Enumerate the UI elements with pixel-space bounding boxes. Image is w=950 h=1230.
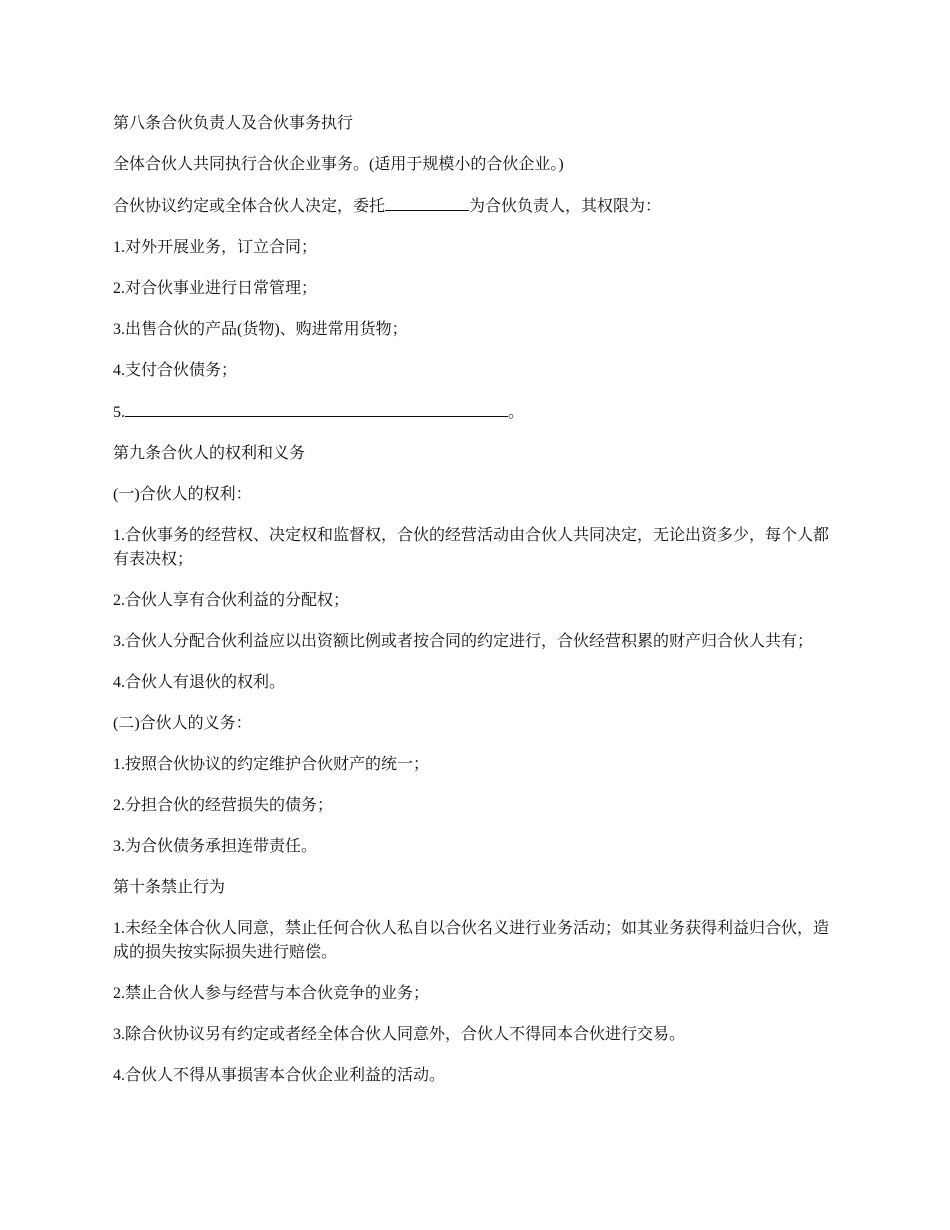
article-9-heading: 第九条合伙人的权利和义务 [113, 445, 306, 462]
authority-item-4: 4.支付合伙债务； [113, 362, 238, 379]
delegation-text-after: 为合伙负责人，其权限为： [469, 198, 662, 215]
rights-item-4: 4.合伙人有退伙的权利。 [113, 674, 286, 691]
document-page [113, 112, 837, 1105]
authority-item-2: 2.对合伙事业进行日常管理； [113, 280, 318, 297]
article-8-heading: 第八条合伙负责人及合伙事务执行 [113, 115, 354, 132]
obligations-subheading: (二)合伙人的义务： [113, 715, 252, 732]
joint-execution-paragraph: 全体合伙人共同执行合伙企业事务。(适用于规模小的合伙企业。) [113, 156, 564, 173]
obligations-item-3: 3.为合伙债务承担连带责任。 [113, 838, 318, 855]
obligations-item-2: 2.分担合伙的经营损失的债务； [113, 797, 334, 814]
prohibition-item-2: 2.禁止合伙人参与经营与本合伙竞争的业务； [113, 985, 430, 1002]
prohibition-item-1: 1.未经全体合伙人同意，禁止任何合伙人私自以合伙名义进行业务活动；如其业务获得利益归合伙，造成的损失按实际损失进行赔偿。 [113, 920, 830, 961]
rights-item-3: 3.合伙人分配合伙利益应以出资额比例或者按合同的约定进行，合伙经营积累的财产归合伙人共有； [113, 633, 814, 650]
authority-item-1: 1.对外开展业务，订立合同； [113, 239, 318, 256]
rights-subheading: (一)合伙人的权利： [113, 486, 252, 503]
rights-item-1: 1.合伙事务的经营权、决定权和监督权，合伙的经营活动由合伙人共同决定，无论出资多少，每个人都有表决权； [113, 527, 830, 568]
delegate-name-blank [385, 194, 469, 211]
authority-item-5-blank [125, 400, 508, 417]
prohibition-item-3: 3.除合伙协议另有约定或者经全体合伙人同意外，合伙人不得同本合伙进行交易。 [113, 1026, 686, 1043]
delegation-paragraph [113, 194, 837, 219]
article-10-heading: 第十条禁止行为 [113, 879, 226, 896]
authority-item-5-number: 5. [113, 404, 125, 421]
prohibition-item-4: 4.合伙人不得从事损害本合伙企业利益的活动。 [113, 1067, 446, 1084]
authority-item-3: 3.出售合伙的产品(货物)、购进常用货物； [113, 321, 408, 338]
authority-item-5-end: 。 [508, 404, 525, 421]
authority-item-5 [113, 400, 837, 425]
obligations-item-1: 1.按照合伙协议的约定维护合伙财产的统一； [113, 756, 430, 773]
delegation-text-before: 合伙协议约定或全体合伙人决定，委托 [113, 198, 386, 215]
rights-item-2: 2.合伙人享有合伙利益的分配权； [113, 592, 350, 609]
